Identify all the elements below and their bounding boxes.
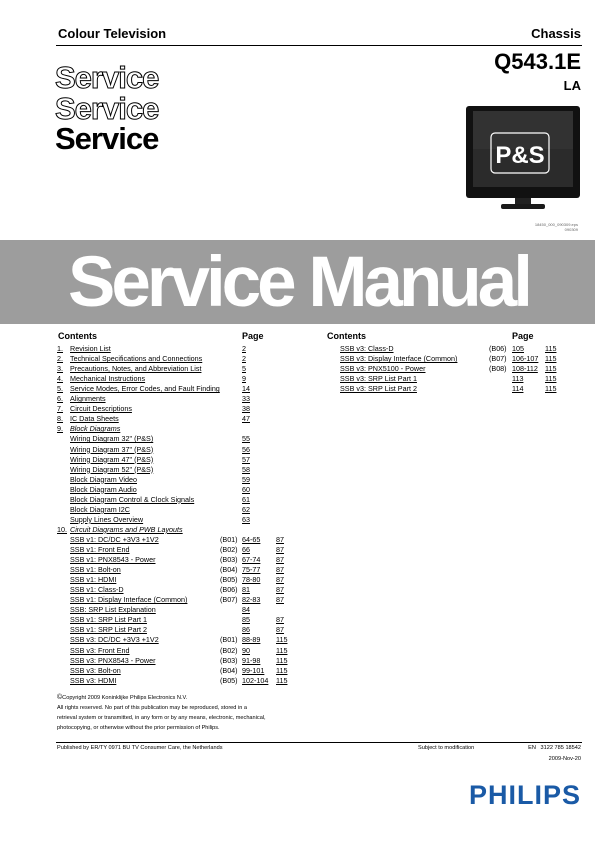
toc-layout-page-link[interactable]: 115 <box>545 384 557 394</box>
toc-title-link[interactable]: Wiring Diagram 52" (P&S) <box>70 464 154 474</box>
tv-screen-text: P&S <box>495 142 545 169</box>
document-number: EN 3122 785 18542 <box>528 745 581 751</box>
toc-page-link[interactable]: 38 <box>242 404 250 414</box>
toc-number[interactable]: 4. <box>57 374 63 384</box>
toc-page-link[interactable]: 2 <box>242 344 246 353</box>
toc-title-link[interactable]: Circuit Diagrams and PWB Layouts <box>70 524 183 534</box>
toc-page-link[interactable]: 91-98 <box>242 655 261 665</box>
copyright-line4: photocopying, or otherwise without the prior permission of Philips. <box>57 725 220 731</box>
toc-page-link[interactable]: 59 <box>242 474 250 484</box>
toc-title-link[interactable]: SSB v3: Bolt-on <box>70 665 121 675</box>
toc-title-link[interactable]: SSB v3: Front End <box>70 645 130 655</box>
tv-caption-line2: 090309 <box>564 227 578 232</box>
toc-title-link[interactable]: Wiring Diagram 37" (P&S) <box>70 444 154 454</box>
toc-layout-page-link[interactable]: 87 <box>276 545 284 554</box>
toc-layout-page-link[interactable]: 87 <box>276 615 284 625</box>
toc-title-link[interactable]: IC Data Sheets <box>70 414 119 424</box>
toc-title-link[interactable]: SSB v1: HDMI <box>70 575 117 585</box>
toc-title-link[interactable]: Block Diagrams <box>70 424 121 434</box>
toc-page-link[interactable]: 67-74 <box>242 555 261 565</box>
toc-page-link[interactable]: 81 <box>242 585 250 595</box>
document-type: Colour Television <box>58 26 167 41</box>
toc-number[interactable]: 3. <box>57 364 63 374</box>
toc-page-link[interactable]: 90 <box>242 645 250 655</box>
toc-section-code: (B06) <box>220 585 238 595</box>
toc-page-link[interactable]: 66 <box>242 545 250 554</box>
toc-title-link[interactable]: Block Diagram Control & Clock Signals <box>70 494 195 504</box>
toc-number[interactable]: 10. <box>57 524 67 534</box>
toc-page-link[interactable]: 64-65 <box>242 534 261 544</box>
toc-title-link[interactable]: Technical Specifications and Connections <box>70 354 203 364</box>
toc-layout-page-link[interactable]: 87 <box>276 565 284 575</box>
toc-number[interactable]: 1. <box>57 344 63 353</box>
toc-number[interactable]: 6. <box>57 394 63 404</box>
toc-title-link[interactable]: Wiring Diagram 47" (P&S) <box>70 454 154 464</box>
toc-title-link[interactable]: SSB v3: PNX8543 - Power <box>70 655 156 665</box>
toc-page-link[interactable]: 55 <box>242 434 250 444</box>
toc-page-link[interactable]: 58 <box>242 464 250 474</box>
toc-page-link[interactable]: 106-107 <box>512 354 539 364</box>
toc-title-link[interactable]: SSB v1: SRP List Part 1 <box>70 615 147 625</box>
toc-section-code: (B02) <box>220 545 238 554</box>
toc-section-code: (B06) <box>489 344 507 353</box>
toc-page-link[interactable]: 2 <box>242 354 246 364</box>
toc-number[interactable]: 5. <box>57 384 63 394</box>
header-divider <box>56 45 582 46</box>
toc-page-link[interactable]: 78-80 <box>242 575 261 585</box>
toc-title-link[interactable]: SSB: SRP List Explanation <box>70 605 156 615</box>
toc-page-link[interactable]: 82-83 <box>242 595 261 605</box>
toc-page-link[interactable]: 5 <box>242 364 246 374</box>
toc-title-link[interactable]: SSB v1: Display Interface (Common) <box>70 595 188 605</box>
toc-right-contents-header: Contents <box>327 331 366 341</box>
toc-layout-page-link[interactable]: 87 <box>276 575 284 585</box>
toc-title-link[interactable]: SSB v3: Display Interface (Common) <box>340 354 458 364</box>
toc-layout-page-link[interactable]: 115 <box>276 665 288 675</box>
toc-layout-page-link[interactable]: 87 <box>276 534 284 544</box>
toc-title-link[interactable]: Block Diagram Video <box>70 474 137 484</box>
toc-right-page-header: Page <box>512 331 534 341</box>
toc-title-link[interactable]: Mechanical Instructions <box>70 374 146 384</box>
toc-title-link[interactable]: Service Modes, Error Codes, and Fault Finding <box>70 384 220 394</box>
chassis-model: Q543.1E <box>494 49 581 74</box>
publication-date: 2009-Nov-20 <box>548 756 581 762</box>
toc-title-link[interactable]: SSB v1: SRP List Part 2 <box>70 625 147 635</box>
toc-layout-page-link[interactable]: 115 <box>276 635 288 645</box>
toc-title-link[interactable]: SSB v1: Class-D <box>70 585 124 595</box>
toc-section-code: (B07) <box>220 595 238 605</box>
subject-to-modification: Subject to modification <box>418 745 475 751</box>
toc-title-link[interactable]: SSB v1: DC/DC +3V3 +1V2 <box>70 534 159 544</box>
toc-page-link[interactable]: 47 <box>242 414 250 424</box>
toc-page-link[interactable]: 86 <box>242 625 250 635</box>
toc-title-link[interactable]: SSB v3: SRP List Part 2 <box>340 384 417 394</box>
toc-layout-page-link[interactable]: 87 <box>276 625 284 635</box>
toc-title-link[interactable]: SSB v3: DC/DC +3V3 +1V2 <box>70 635 159 645</box>
toc-layout-page-link[interactable]: 115 <box>276 645 288 655</box>
toc-page-link[interactable]: 56 <box>242 444 250 454</box>
toc-layout-page-link[interactable]: 115 <box>276 675 288 685</box>
television-image <box>465 105 583 217</box>
toc-left-page-header: Page <box>242 331 264 341</box>
toc-title-link[interactable]: Revision List <box>70 344 111 353</box>
toc-page-link[interactable]: 33 <box>242 394 250 404</box>
toc-left-contents-header: Contents <box>58 331 97 341</box>
copyright-notice <box>57 693 317 733</box>
toc-page-link[interactable]: 114 <box>512 384 524 394</box>
toc-page-link[interactable]: 9 <box>242 374 246 384</box>
region-code: LA <box>563 78 581 93</box>
toc-section-code: (B08) <box>489 364 507 374</box>
philips-logo: PHILIPS <box>468 780 581 810</box>
toc-page-link[interactable]: 85 <box>242 615 250 625</box>
service-word-outline-1: Service <box>55 60 159 95</box>
toc-page-link[interactable]: 105 <box>512 344 524 353</box>
copyright-text: Copyright 2009 Koninklijke Philips Electronics N.V. <box>62 695 188 701</box>
toc-layout-page-link[interactable]: 115 <box>545 364 557 374</box>
toc-layout-page-link[interactable]: 115 <box>545 374 557 384</box>
service-word-solid: Service <box>55 121 159 156</box>
toc-title-link[interactable]: Alignments <box>70 394 106 404</box>
toc-page-link[interactable]: 84 <box>242 605 250 615</box>
toc-page-link[interactable]: 75-77 <box>242 565 261 575</box>
copyright-line1 <box>57 693 317 703</box>
toc-page-link[interactable]: 63 <box>242 514 250 524</box>
toc-title-link[interactable]: SSB v3: SRP List Part 1 <box>340 374 417 384</box>
toc-title-link[interactable]: Supply Lines Overview <box>70 514 144 524</box>
service-manual-banner <box>0 240 595 324</box>
toc-page-link[interactable]: 60 <box>242 484 250 494</box>
toc-section-code: (B04) <box>220 665 238 675</box>
toc-title-link[interactable]: SSB v1: PNX8543 - Power <box>70 555 156 565</box>
footer-divider <box>56 742 582 743</box>
toc-page-link[interactable]: 57 <box>242 454 250 464</box>
banner-title: Service Manual <box>68 243 529 322</box>
toc-section-code: (B07) <box>489 354 507 364</box>
toc-layout-page-link[interactable]: 87 <box>276 595 284 605</box>
toc-title-link[interactable]: Block Diagram I2C <box>70 504 130 514</box>
tv-caption-line1: 18450_000_090309.eps <box>534 222 578 227</box>
toc-section-code: (B05) <box>220 575 238 585</box>
service-word-outline-2: Service <box>55 91 159 126</box>
toc-section-code: (B03) <box>220 655 238 665</box>
toc-title-link[interactable]: SSB v3: PNX5100 - Power <box>340 364 426 374</box>
toc-number[interactable]: 2. <box>57 354 63 364</box>
toc-page-link[interactable]: 108-112 <box>512 364 538 374</box>
chassis-label: Chassis <box>531 26 581 41</box>
toc-section-code: (B03) <box>220 555 238 565</box>
toc-title-link[interactable]: SSB v3: Class-D <box>340 344 394 353</box>
toc-page-link[interactable]: 99-101 <box>242 665 265 675</box>
toc-title-link[interactable]: Wiring Diagram 32" (P&S) <box>70 434 154 444</box>
toc-page-link[interactable]: 62 <box>242 504 250 514</box>
toc-section-code: (B01) <box>220 534 238 544</box>
toc-page-link[interactable]: 88-89 <box>242 635 261 645</box>
copyright-symbol: © <box>57 694 63 701</box>
publisher-line: Published by ER/TY 0971 BU TV Consumer Care, the Netherlands <box>57 745 223 751</box>
toc-layout-page-link[interactable]: 115 <box>545 354 557 364</box>
toc-title-link[interactable]: Circuit Descriptions <box>70 404 132 414</box>
tv-caption <box>500 222 578 232</box>
toc-page-link[interactable]: 102-104 <box>242 675 269 685</box>
toc-section-code: (B05) <box>220 675 238 685</box>
toc-title-link[interactable]: SSB v1: Bolt-on <box>70 565 121 575</box>
toc-layout-page-link[interactable]: 87 <box>276 555 284 565</box>
toc-layout-page-link[interactable]: 115 <box>545 344 557 353</box>
toc-section-code: (B04) <box>220 565 238 575</box>
toc-page-link[interactable]: 14 <box>242 384 250 394</box>
toc-page-link[interactable]: 61 <box>242 494 250 504</box>
toc-section-code: (B01) <box>220 635 238 645</box>
toc-title-link[interactable]: SSB v3: HDMI <box>70 675 117 685</box>
toc-title-link[interactable]: SSB v1: Front End <box>70 545 130 554</box>
toc-section-code: (B02) <box>220 645 238 655</box>
toc-number[interactable]: 7. <box>57 404 63 414</box>
toc-number[interactable]: 8. <box>57 414 63 424</box>
toc-page-link[interactable]: 113 <box>512 374 524 384</box>
toc-title-link[interactable]: Block Diagram Audio <box>70 484 137 494</box>
toc-layout-page-link[interactable]: 87 <box>276 585 284 595</box>
toc-number[interactable]: 9. <box>57 424 63 434</box>
copyright-line2: All rights reserved. No part of this publication may be reproduced, stored in a <box>57 705 247 711</box>
toc-title-link[interactable]: Precautions, Notes, and Abbreviation List <box>70 364 202 374</box>
toc-layout-page-link[interactable]: 115 <box>276 655 288 665</box>
copyright-line3: retrieval system or transmitted, in any form or by any means, electronic, mechanical, <box>57 715 266 721</box>
